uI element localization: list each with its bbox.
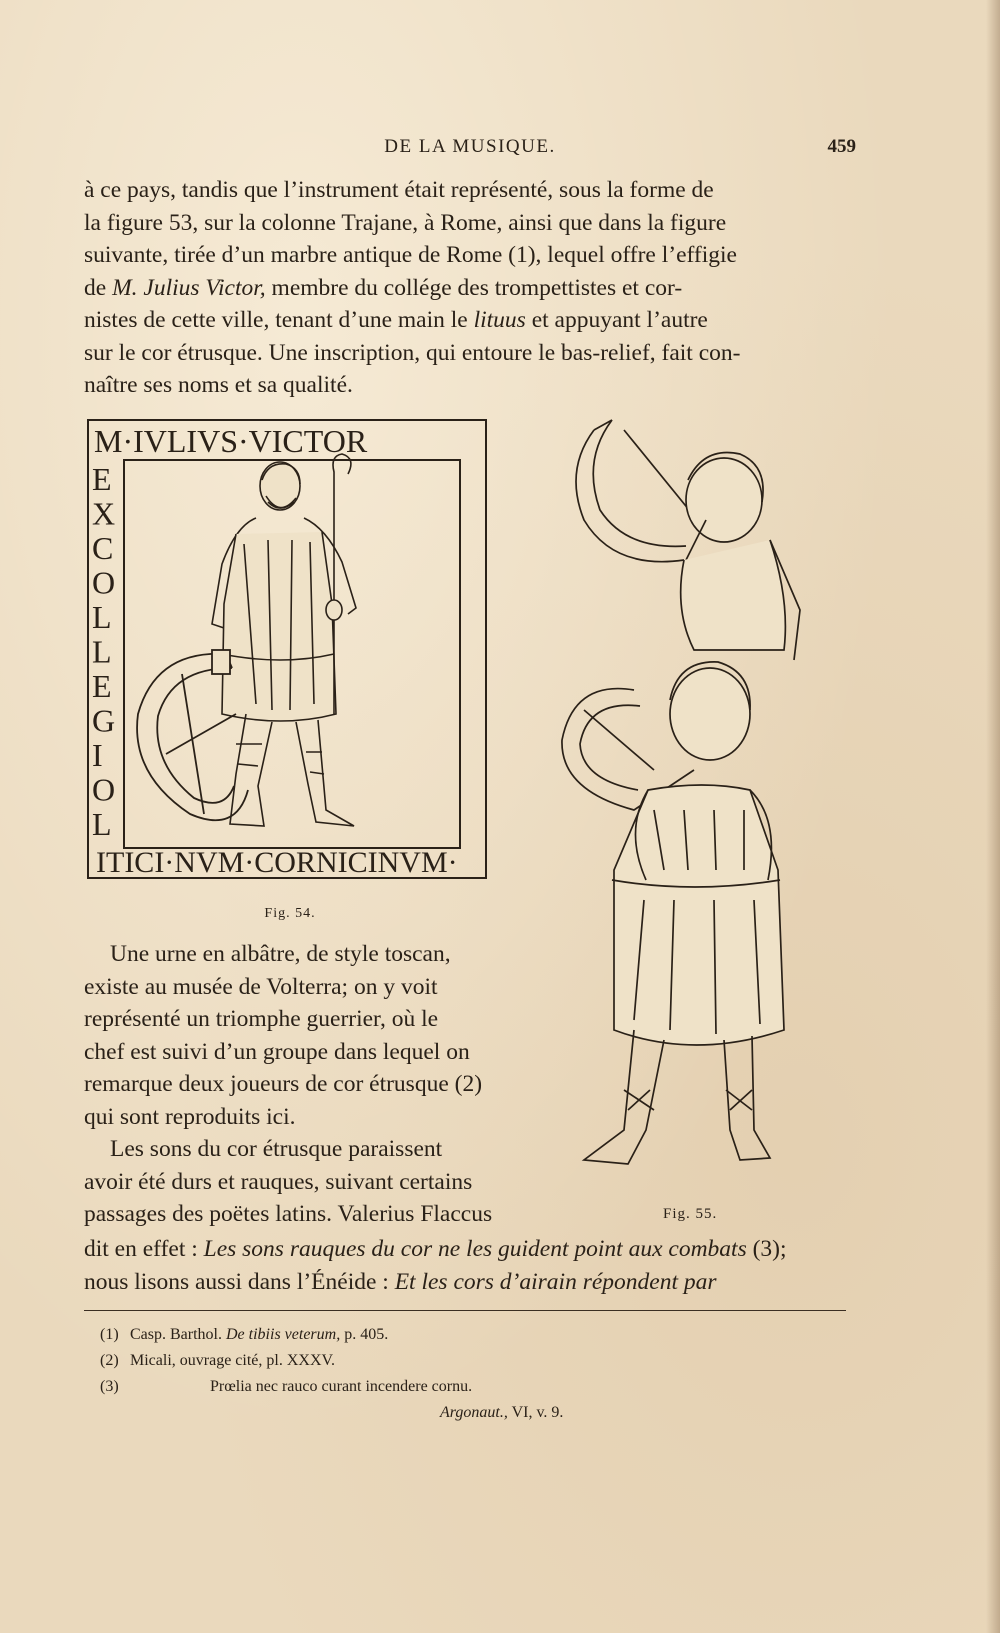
italic-quote: Les sons rauques du cor ne les guident point aux combats <box>203 1236 747 1262</box>
text-run: nous lisons aussi dans l’Énéide : <box>84 1268 395 1295</box>
inscription-top: M·IVLIVS·VICTOR <box>94 423 368 459</box>
text-run: nistes de cette ville, tenant d’une main le <box>84 307 474 333</box>
text-line: Les sons du cor étrusque paraissent <box>110 1136 443 1162</box>
text-line: avoir été durs et rauques, suivant certains <box>84 1168 473 1195</box>
text-run: membre du collége des trompettistes et cor- <box>265 274 683 301</box>
text-line: existe au musée de Volterra; on y voit <box>84 973 438 1000</box>
page-number: 459 <box>827 136 856 157</box>
footnotes <box>100 1322 840 1426</box>
inscription-side-letter: X <box>92 495 116 532</box>
running-title: DE LA MUSIQUE. <box>384 136 556 157</box>
italic-term: lituus <box>473 307 526 333</box>
text-line: chef est suivi d’un groupe dans lequel on <box>84 1038 470 1065</box>
inscription-side-letter: L <box>92 599 112 635</box>
italic-title: Argonaut., <box>440 1404 508 1421</box>
text-run: Casp. Barthol. <box>130 1326 226 1343</box>
horn-players-illustration <box>554 410 834 1216</box>
man-figure <box>212 454 356 826</box>
text-line <box>84 1233 846 1266</box>
text-line: passages des poëtes latins. Valerius Flaccus <box>84 1201 493 1227</box>
footnote-text <box>440 1400 563 1426</box>
italic-name: M. Julius Victor, <box>112 274 266 301</box>
text-line: la figure 53, sur la colonne Trajane, à Rome, ainsi que dans la figure <box>84 209 727 236</box>
figure-54 <box>86 414 506 896</box>
inscription-side-letter: C <box>92 530 114 566</box>
paragraph-intro <box>84 174 846 402</box>
inscription-side-letter: I <box>92 737 103 773</box>
inscription-side-letter: L <box>92 806 112 842</box>
figure-54-caption: Fig. 54. <box>264 906 316 921</box>
text-line <box>84 272 846 305</box>
paragraph-quotes <box>84 1233 846 1298</box>
footnote-text: Micali, ouvrage cité, pl. XXXV. <box>130 1352 335 1369</box>
page-edge-shadow <box>986 0 1000 1633</box>
inscription-side-letter: O <box>92 771 116 808</box>
text-line: représenté un triomphe guerrier, où le <box>84 1006 439 1032</box>
footnote-number: (1) <box>100 1326 119 1343</box>
italic-quote: Et les cors d’airain répondent par <box>394 1268 717 1295</box>
inscription-side-letter: G <box>92 702 116 739</box>
bas-relief-illustration <box>86 414 506 896</box>
figure-55 <box>554 410 834 1216</box>
text-run: VI, v. 9. <box>507 1404 564 1421</box>
text-line <box>84 1266 846 1299</box>
paragraph-volterra <box>84 938 538 1231</box>
footnote-text <box>130 1322 388 1348</box>
text-line <box>84 304 846 337</box>
text-run: de <box>84 274 113 301</box>
footnote-2 <box>100 1348 840 1374</box>
text-line: Une urne en albâtre, de style toscan, <box>110 941 451 967</box>
inscription-side-letter: L <box>92 633 112 670</box>
inscription-side-letter: O <box>92 564 116 601</box>
text-line: à ce pays, tandis que l’instrument était représenté, sous la forme de <box>84 177 714 203</box>
text-line: sur le cor étrusque. Une inscription, qui entoure le bas-relief, fait con- <box>84 339 741 366</box>
figure-55-caption: Fig. 55. <box>663 1206 718 1222</box>
text-line: remarque deux joueurs de cor étrusque (2) <box>84 1071 483 1097</box>
footnote-text: Prœlia nec rauco curant incendere cornu. <box>210 1378 473 1395</box>
inscription-side-letter: E <box>92 461 112 497</box>
inscription-bottom: ITICI·NVM·CORNICINVM· <box>96 846 458 879</box>
upper-player <box>576 420 800 660</box>
italic-title: De tibiis veterum, <box>226 1326 341 1343</box>
text-run: dit en effet : <box>84 1236 204 1262</box>
lower-player <box>562 662 784 1164</box>
text-run: (3); <box>746 1236 787 1262</box>
footnote-1 <box>100 1322 840 1348</box>
text-line: suivante, tirée d’un marbre antique de Rome (1), lequel offre l’effigie <box>84 242 737 268</box>
text-run: et appuyant l’autre <box>525 307 708 333</box>
text-line: qui sont reproduits ici. <box>84 1103 296 1130</box>
text-run: p. 405. <box>340 1326 389 1343</box>
footnote-number: (2) <box>100 1352 119 1369</box>
inscription-side <box>92 461 115 842</box>
footnote-3-source <box>100 1400 840 1426</box>
inscription-side-letter: E <box>92 668 112 704</box>
text-line: naître ses noms et sa qualité. <box>84 372 353 398</box>
footnote-3 <box>100 1374 840 1400</box>
footnote-number: (3) <box>100 1378 119 1395</box>
footnote-rule <box>84 1310 846 1311</box>
running-header <box>84 136 856 164</box>
